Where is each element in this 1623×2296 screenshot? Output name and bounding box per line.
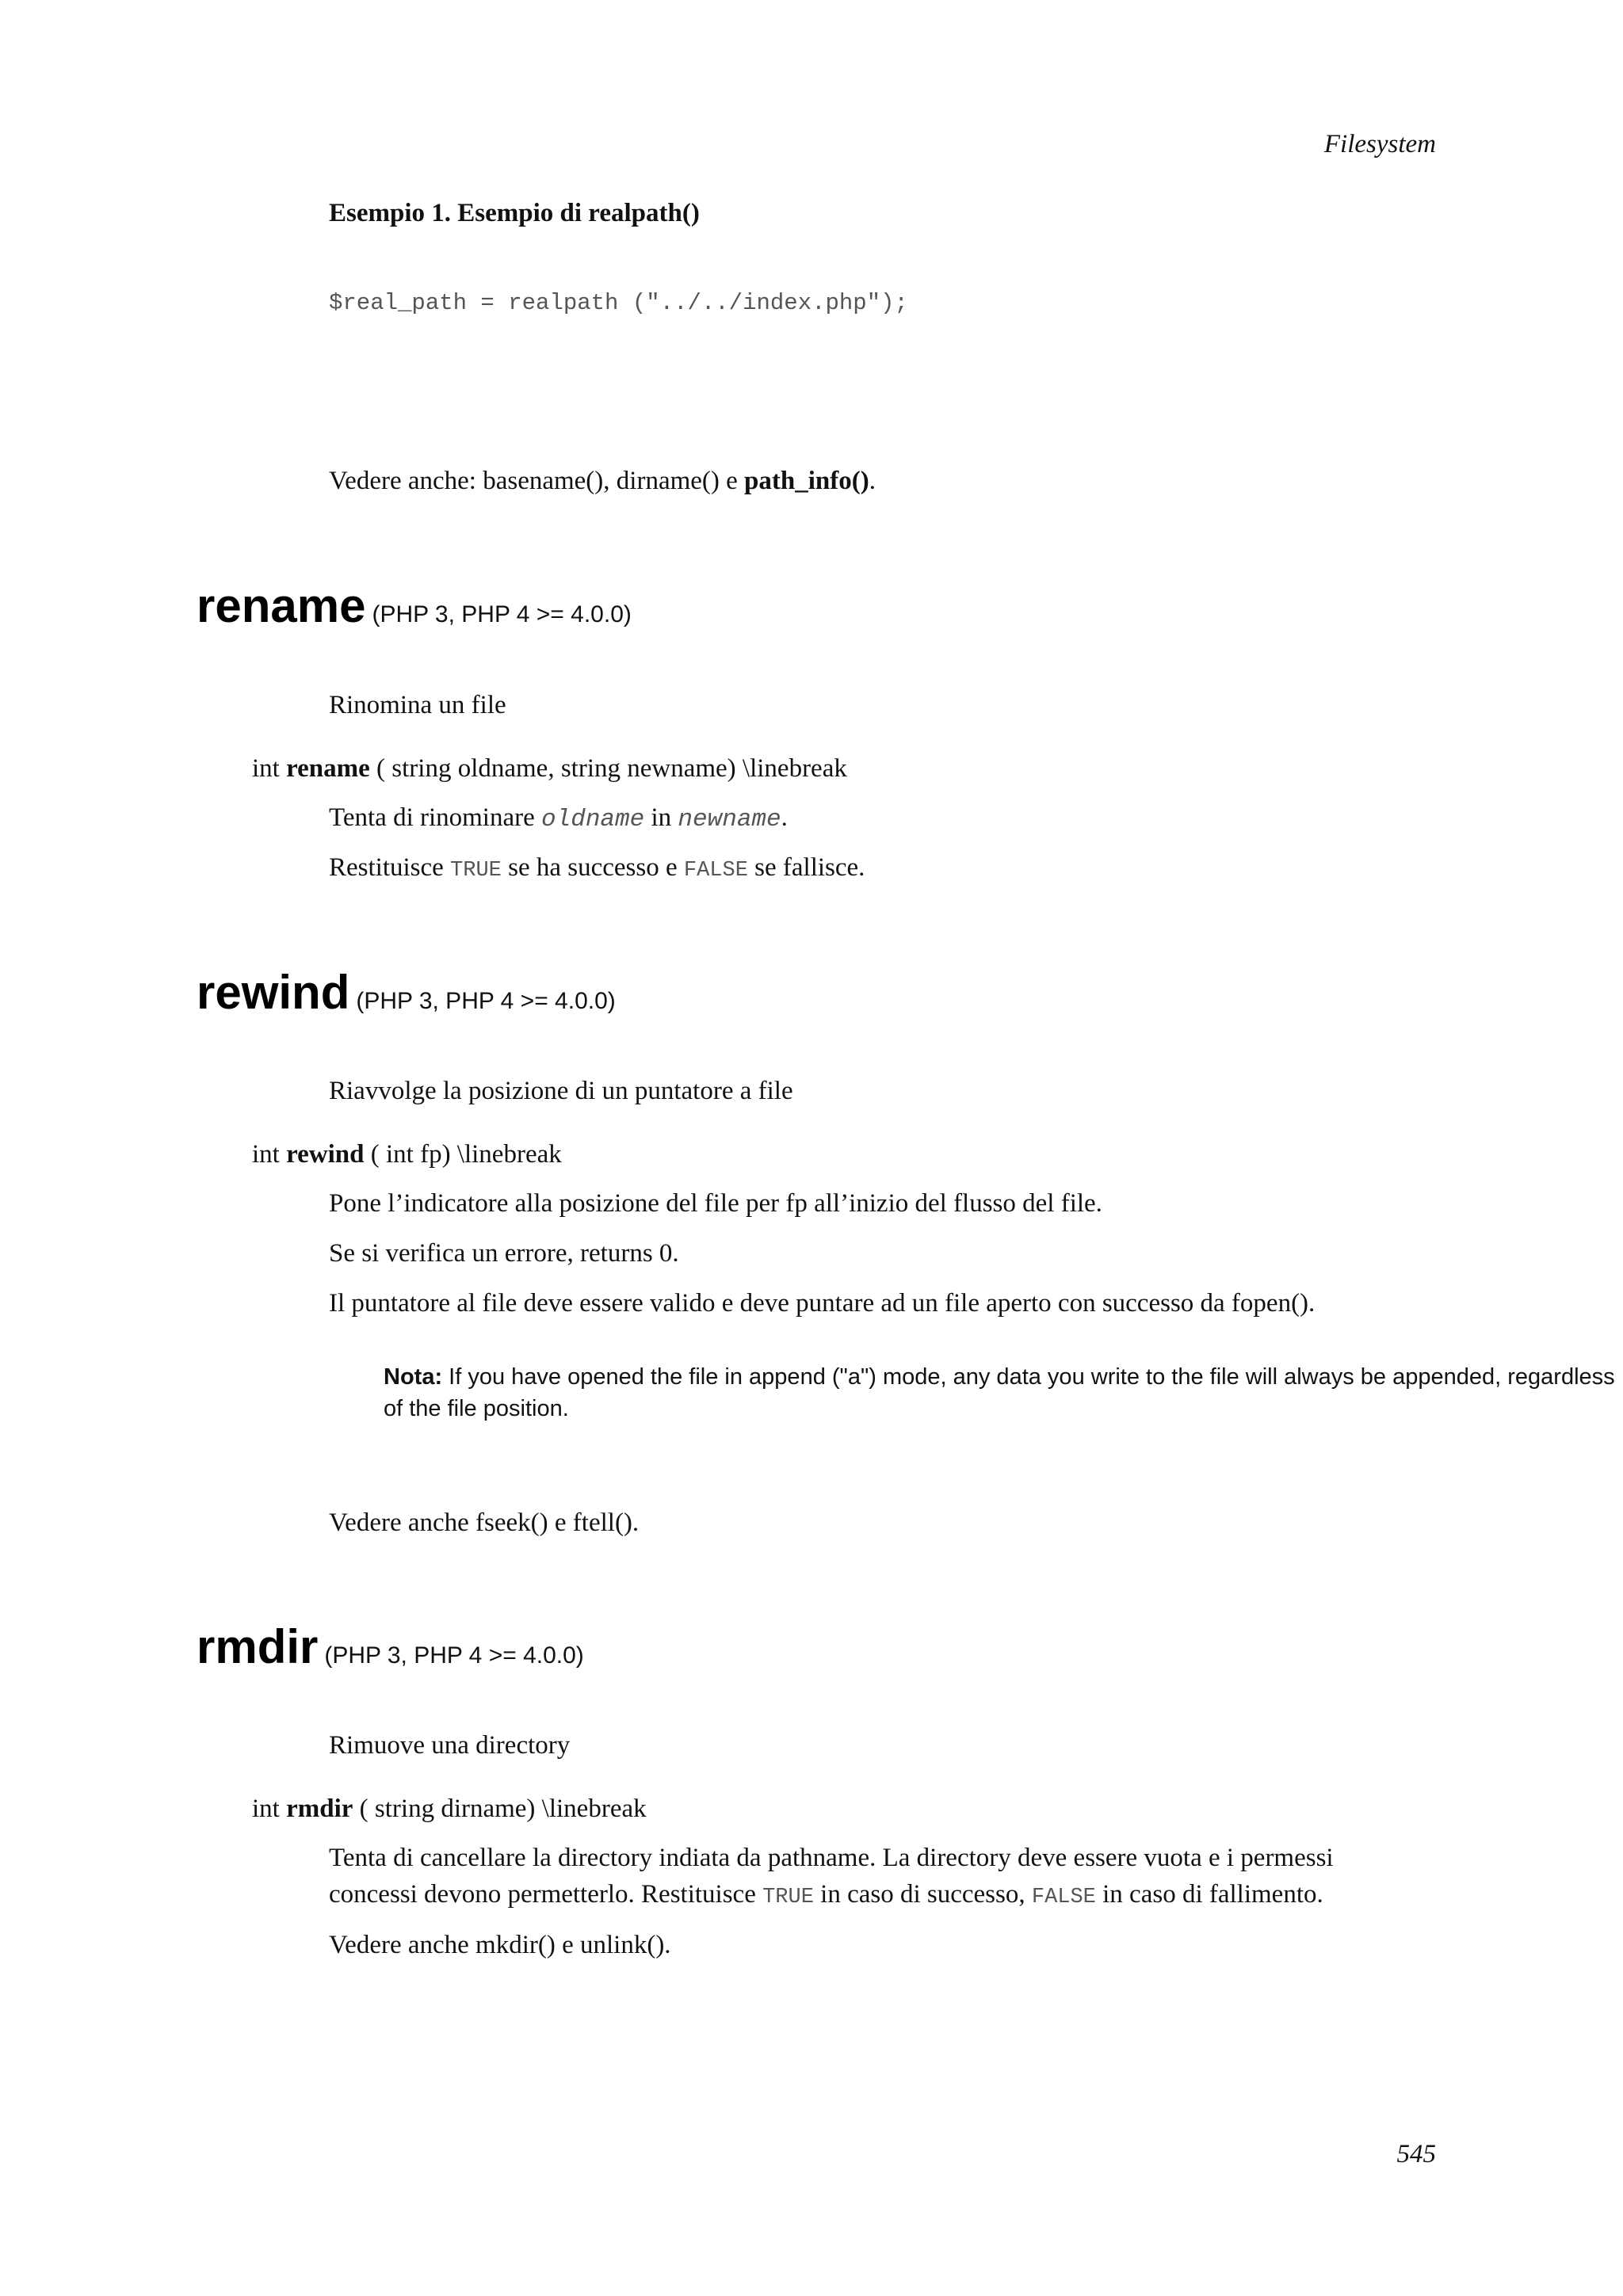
example-title: Esempio 1. Esempio di realpath(): [329, 199, 700, 227]
sig-args: ( string dirname) \linebreak: [353, 1794, 647, 1823]
param-oldname: oldname: [541, 806, 645, 833]
sig-type: int: [252, 754, 287, 783]
note-text: If you have opened the file in append ("a") mode, any data you write to the file will always be appended, regardless of the file position.: [384, 1364, 1615, 1421]
note-label: Nota:: [384, 1364, 443, 1390]
sig-name: rewind: [286, 1140, 365, 1169]
rmdir-heading: [197, 1619, 584, 1674]
rmdir-purpose: Rimuove una directory: [329, 1731, 571, 1760]
sig-args: ( int fp) \linebreak: [364, 1140, 562, 1169]
desc-line2-prefix: concessi devono permetterlo. Restituisce: [329, 1880, 763, 1909]
sig-type: int: [252, 1794, 287, 1823]
desc-suffix: .: [781, 803, 788, 832]
rename-title: rename: [197, 579, 366, 632]
rmdir-desc-line-2: [329, 1877, 1323, 1915]
rename-signature: [252, 751, 847, 786]
param-newname: newname: [678, 806, 781, 833]
see-also-prefix: Vedere anche: basename(), dirname() e: [329, 467, 745, 495]
rename-heading: [197, 578, 632, 633]
sig-type: int: [252, 1140, 287, 1169]
rewind-line-2: Se si verifica un errore, returns 0.: [329, 1239, 679, 1268]
ret-mid: se ha successo e: [501, 853, 684, 882]
const-false: FALSE: [1031, 1886, 1096, 1909]
rewind-note: [384, 1361, 1620, 1425]
see-also-link-path-info[interactable]: path_info(): [744, 467, 869, 495]
desc-mid: in: [644, 803, 678, 832]
page-number: 545: [1396, 2140, 1436, 2168]
rewind-line-3: Il puntatore al file deve essere valido e deve puntare ad un file aperto con successo da fopen().: [329, 1289, 1316, 1318]
desc-line2-mid: in caso di successo,: [813, 1880, 1032, 1909]
sig-name: rmdir: [286, 1794, 353, 1823]
rewind-signature: [252, 1137, 562, 1172]
sig-args: ( string oldname, string newname) \linebreak: [369, 754, 847, 783]
rewind-see-also: Vedere anche fseek() e ftell().: [329, 1508, 640, 1537]
const-true: TRUE: [450, 859, 502, 883]
rewind-version: (PHP 3, PHP 4 >= 4.0.0): [356, 988, 616, 1014]
const-false: FALSE: [683, 859, 748, 883]
example-code: $real_path = realpath ("../../index.php");: [329, 290, 908, 316]
rewind-title: rewind: [197, 966, 350, 1019]
ret-suffix: se fallisce.: [747, 853, 865, 882]
rewind-line-1: Pone l’indicatore alla posizione del file per fp all’inizio del flusso del file.: [329, 1189, 1102, 1218]
rmdir-see-also: Vedere anche mkdir() e unlink().: [329, 1931, 671, 1959]
rename-return: [329, 850, 865, 888]
desc-prefix: Tenta di rinominare: [329, 803, 542, 832]
rename-version: (PHP 3, PHP 4 >= 4.0.0): [372, 601, 632, 627]
rmdir-title: rmdir: [197, 1620, 319, 1673]
rmdir-signature: [252, 1791, 647, 1826]
realpath-see-also: [329, 463, 876, 498]
const-true: TRUE: [762, 1886, 814, 1909]
see-also-suffix: .: [869, 467, 876, 495]
rmdir-version: (PHP 3, PHP 4 >= 4.0.0): [324, 1642, 584, 1669]
sig-name: rename: [286, 754, 370, 783]
running-header: Filesystem: [1323, 130, 1436, 158]
rename-description: [329, 800, 788, 837]
desc-line2-suffix: in caso di fallimento.: [1095, 1880, 1323, 1909]
rmdir-desc-line-1: Tenta di cancellare la directory indiata da pathname. La directory deve essere vuota e i permessi: [329, 1844, 1334, 1872]
rewind-heading: [197, 965, 616, 1020]
rename-purpose: Rinomina un file: [329, 691, 506, 719]
ret-prefix: Restituisce: [329, 853, 451, 882]
rewind-purpose: Riavvolge la posizione di un puntatore a file: [329, 1077, 793, 1105]
